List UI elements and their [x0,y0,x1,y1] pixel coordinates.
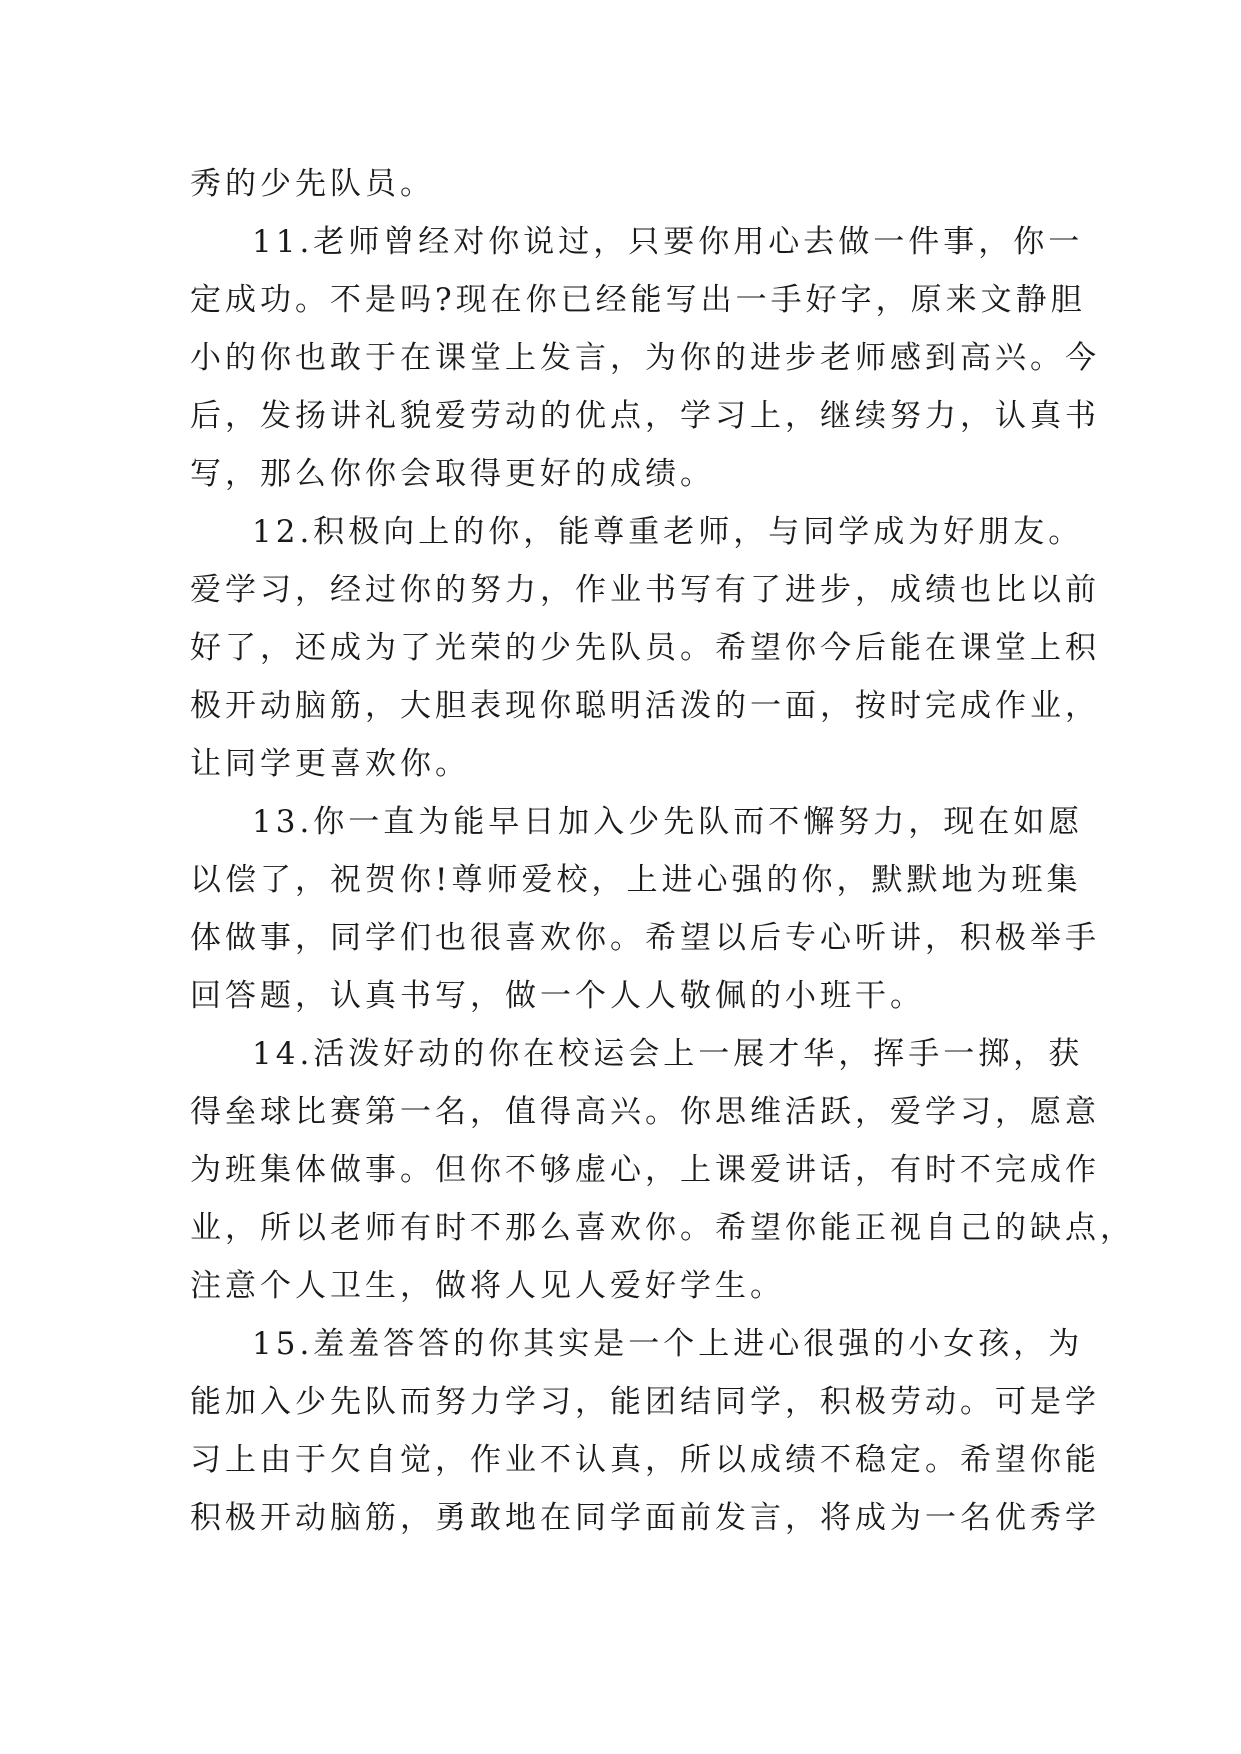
text-line: 得垒球比赛第一名，值得高兴。你思维活跃，爱学习，愿意 [190,1094,1100,1130]
text-line: 注意个人卫生，做将人见人爱好学生。 [190,1268,785,1304]
text-line: 以偿了，祝贺你!尊师爱校，上进心强的你，默默地为班集 [190,862,1082,898]
text-line: 为班集体做事。但你不够虚心，上课爱讲话，有时不完成作 [190,1152,1100,1188]
text-line: 11.老师曾经对你说过，只要你用心去做一件事，你一 [252,224,1084,260]
document-body [190,155,1135,1547]
paragraph-p11 [190,213,1100,503]
paragraph-p14 [190,1025,1135,1315]
text-line: 12.积极向上的你，能尊重老师，与同学成为好朋友。 [252,514,1084,550]
text-line: 后，发扬讲礼貌爱劳动的优点，学习上，继续努力，认真书 [190,398,1100,434]
text-line: 回答题，认真书写，做一个人人敬佩的小班干。 [190,978,925,1014]
text-line: 业，所以老师有时不那么喜欢你。希望你能正视自己的缺点， [190,1210,1135,1246]
paragraph-p10 [190,155,1060,213]
text-line: 13.你一直为能早日加入少先队而不懈努力，现在如愿 [252,804,1084,840]
text-line: 体做事，同学们也很喜欢你。希望以后专心听讲，积极举手 [190,920,1100,956]
text-line: 让同学更喜欢你。 [190,746,470,782]
text-line: 14.活泼好动的你在校运会上一展才华，挥手一掷，获 [252,1036,1084,1072]
text-line: 15.羞羞答答的你其实是一个上进心很强的小女孩，为 [252,1326,1084,1362]
text-line: 写，那么你你会取得更好的成绩。 [190,456,715,492]
paragraph-p13 [190,793,1100,1025]
text-line: 习上由于欠自觉，作业不认真，所以成绩不稳定。希望你能 [190,1442,1100,1478]
text-line: 定成功。不是吗?现在你已经能写出一手好字，原来文静胆 [190,282,1086,318]
paragraph-p15 [190,1315,1100,1547]
text-line: 极开动脑筋，大胆表现你聪明活泼的一面，按时完成作业， [190,688,1100,724]
text-line: 能加入少先队而努力学习，能团结同学，积极劳动。可是学 [190,1384,1100,1420]
text-line: 秀的少先队员。 [190,166,435,202]
text-line: 好了，还成为了光荣的少先队员。希望你今后能在课堂上积 [190,630,1100,666]
text-line: 爱学习，经过你的努力，作业书写有了进步，成绩也比以前 [190,572,1100,608]
paragraph-p12 [190,503,1100,793]
text-line: 小的你也敢于在课堂上发言，为你的进步老师感到高兴。今 [190,340,1100,376]
text-line: 积极开动脑筋，勇敢地在同学面前发言，将成为一名优秀学 [190,1500,1100,1536]
